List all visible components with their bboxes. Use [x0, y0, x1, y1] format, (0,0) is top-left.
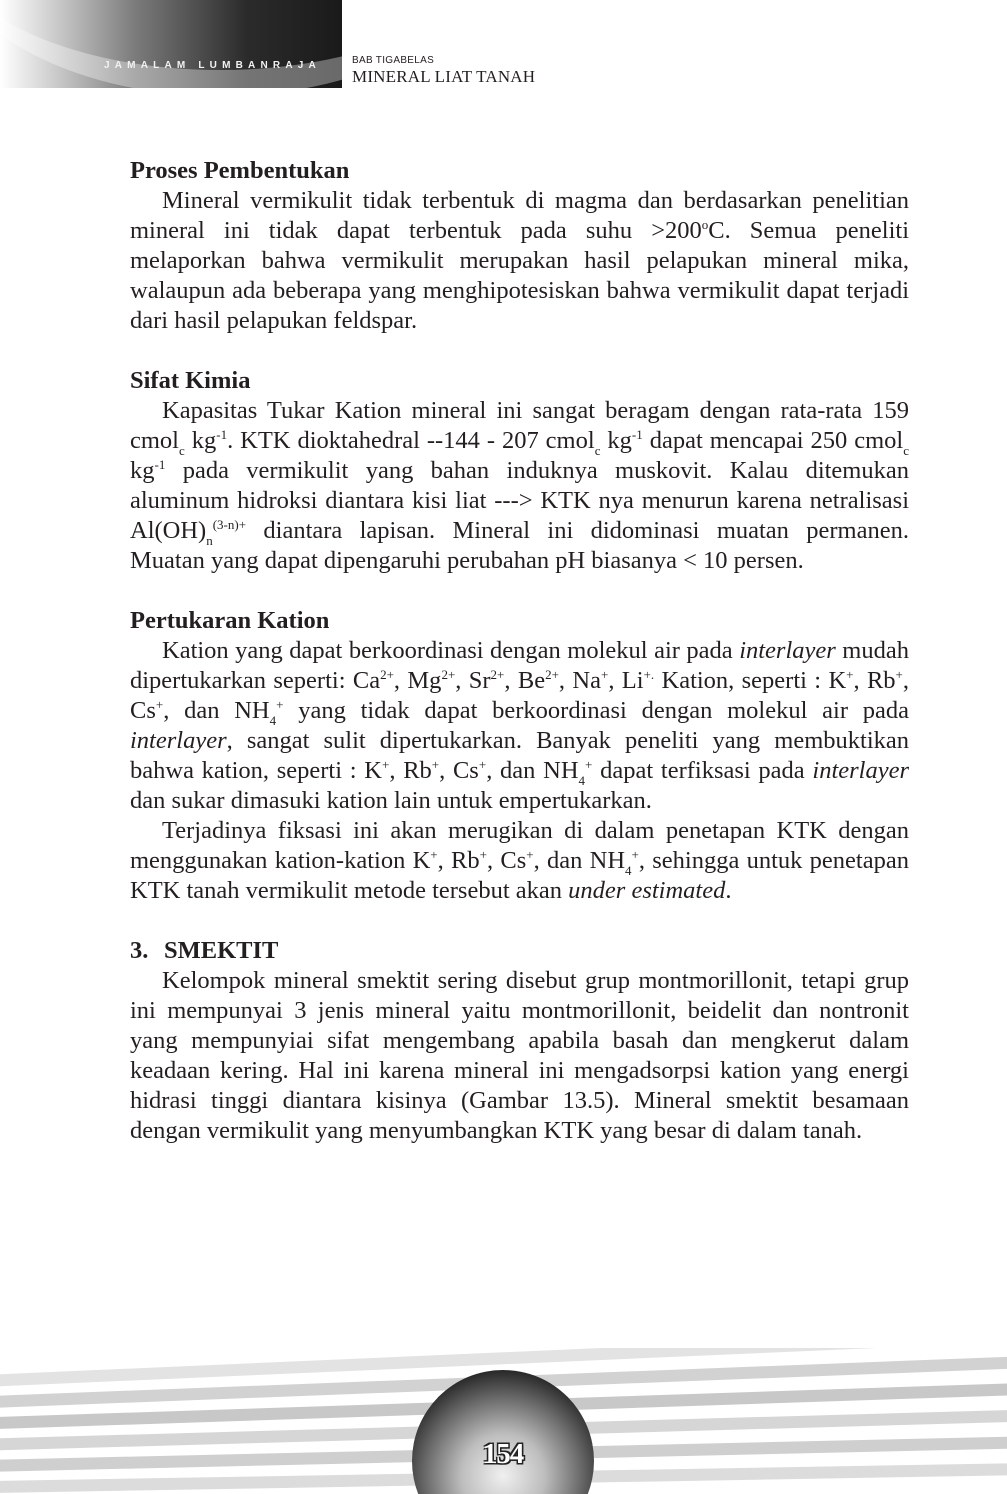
text: , Be [504, 667, 546, 694]
text: dapat terfiksasi pada [592, 757, 813, 784]
page-body [130, 156, 909, 1176]
text: kg [130, 457, 155, 484]
text: pada vermikulit yang bahan induknya muskovit. Kalau ditemukan aluminum hidroksi diantara kisi liat ---> KTK nya menurun karena netralisasi Al(OH) [130, 457, 909, 544]
paragraph [130, 186, 909, 336]
section-smektit [130, 936, 909, 1146]
text: diantara lapisan. Mineral ini didominasi muatan permanen. Muatan yang dapat dipengaruhi perubahan pH biasanya < 10 persen. [130, 517, 909, 574]
section-heading [130, 936, 909, 966]
section-heading: Pertukaran Kation [130, 607, 330, 634]
section-proses-pembentukan [130, 156, 909, 336]
superscript: (3-n)+ [212, 517, 247, 532]
text: Mineral vermikulit tidak terbentuk di magma dan berdasarkan penelitian mineral ini tidak dapat terbentuk pada suhu >200 [130, 187, 909, 244]
subscript: 4 [625, 863, 632, 878]
page-number: 154 [482, 1438, 524, 1470]
superscript: -1 [154, 457, 166, 472]
text: Kation yang dapat berkoordinasi dengan molekul air pada [162, 637, 740, 664]
text: kg [184, 427, 217, 454]
degree-sup: o [701, 217, 709, 232]
superscript: 2+ [545, 667, 559, 682]
superscript: +. [643, 667, 655, 682]
text: dan sukar dimasuki kation lain untuk empertukarkan. [130, 787, 652, 814]
superscript: 2+ [441, 667, 456, 682]
text: , Rb [437, 847, 480, 874]
subscript: c [179, 443, 185, 458]
section-number: 3. [130, 937, 149, 964]
superscript: + [600, 667, 609, 682]
text: . KTK dioktahedral --144 - 207 cmol [227, 427, 595, 454]
section-heading-text: SMEKTIT [164, 937, 279, 964]
text: yang tidak dapat berkoordinasi dengan molekul air pada [283, 697, 909, 724]
superscript: + [895, 667, 903, 682]
italic-term: under estimated [568, 877, 726, 904]
text: , Rb [389, 757, 432, 784]
text: , Rb [853, 667, 896, 694]
header-chapter-title: MINERAL LIAT TANAH [352, 67, 536, 86]
superscript: + [382, 757, 390, 772]
superscript: + [276, 697, 284, 712]
text: . [725, 877, 732, 904]
italic-term: interlayer [739, 637, 836, 664]
header-band [0, 0, 342, 88]
text: , Mg [393, 667, 442, 694]
text: , Sr [455, 667, 491, 694]
superscript: + [155, 697, 164, 712]
text: , dan [486, 757, 536, 784]
header-author: JAMALAM LUMBANRAJA [104, 60, 321, 71]
footer-decoration [0, 1348, 1007, 1494]
paragraph [130, 816, 909, 906]
superscript: + [478, 757, 487, 772]
superscript: + [526, 847, 534, 862]
text: , Cs [439, 757, 479, 784]
text: , Li [608, 667, 644, 694]
superscript: 2+ [380, 667, 394, 682]
text: , sangat sulit dipertukarkan. Banyak peneliti yang membuktikan bahwa kation, seperti : K [130, 727, 909, 784]
text: Kation, seperti : K [654, 667, 847, 694]
subscript: n [206, 533, 213, 548]
text: , Cs [130, 667, 910, 724]
superscript: 2+ [490, 667, 505, 682]
text: mudah dipertukarkan seperti: Ca [130, 637, 909, 694]
paragraph [130, 396, 909, 576]
superscript: -1 [631, 427, 643, 442]
superscript: + [430, 847, 438, 862]
header-chapter: BAB TIGABELAS [352, 55, 435, 66]
section-sifat-kimia [130, 366, 909, 576]
superscript: + [631, 847, 639, 862]
subscript: 4 [578, 773, 586, 788]
subscript: 4 [269, 713, 277, 728]
text: NH [535, 757, 579, 784]
italic-term: interlayer [130, 727, 227, 754]
text: dapat mencapai 250 cmol [642, 427, 904, 454]
text: Kapasitas Tukar Kation mineral ini sangat beragam dengan rata-rata 159 cmol [130, 397, 909, 454]
text: Terjadinya fiksasi ini akan merugikan di dalam penetapan KTK dengan menggunakan kation-kation K [130, 817, 909, 874]
superscript: + [585, 757, 593, 772]
superscript: + [479, 847, 487, 862]
text: , Na [558, 667, 601, 694]
superscript: + [431, 757, 440, 772]
text: , dan NH [533, 847, 626, 874]
superscript: -1 [216, 427, 228, 442]
section-heading: Proses Pembentukan [130, 157, 350, 184]
subscript: c [594, 443, 601, 458]
text: kg [600, 427, 632, 454]
text: C. Semua peneliti melaporkan bahwa vermikulit merupakan hasil pelapukan mineral mika, walaupun ada beberapa yang menghipotesiskan bahwa vermikulit dapat terjadi dari hasil pelapukan feldspar. [130, 217, 910, 334]
paragraph [130, 636, 909, 816]
text: , sehingga untuk penetapan KTK tanah vermikulit metode tersebut akan [130, 847, 909, 904]
section-heading: Sifat Kimia [130, 367, 251, 394]
text: , Cs [486, 847, 527, 874]
section-pertukaran-kation [130, 606, 909, 906]
text: , dan NH [163, 697, 270, 724]
italic-term: interlayer [812, 757, 910, 784]
superscript: + [846, 667, 854, 682]
paragraph: Kelompok mineral smektit sering disebut grup montmorillonit, tetapi grup ini mempunyai 3 jenis mineral yaitu montmorillonit, beidelit dan nontronit yang mempunyiai sifat mengembang apabila basah dan mengkerut dalam keadaan kering. Hal ini karena mineral ini mengadsorpsi kation yang energi hidrasi tinggi diantara kisinya (Gambar 13.5). Mineral smektit besamaan dengan vermikulit yang menyumbangkan KTK yang besar di dalam tanah. [130, 967, 909, 1144]
subscript: c [903, 443, 910, 458]
